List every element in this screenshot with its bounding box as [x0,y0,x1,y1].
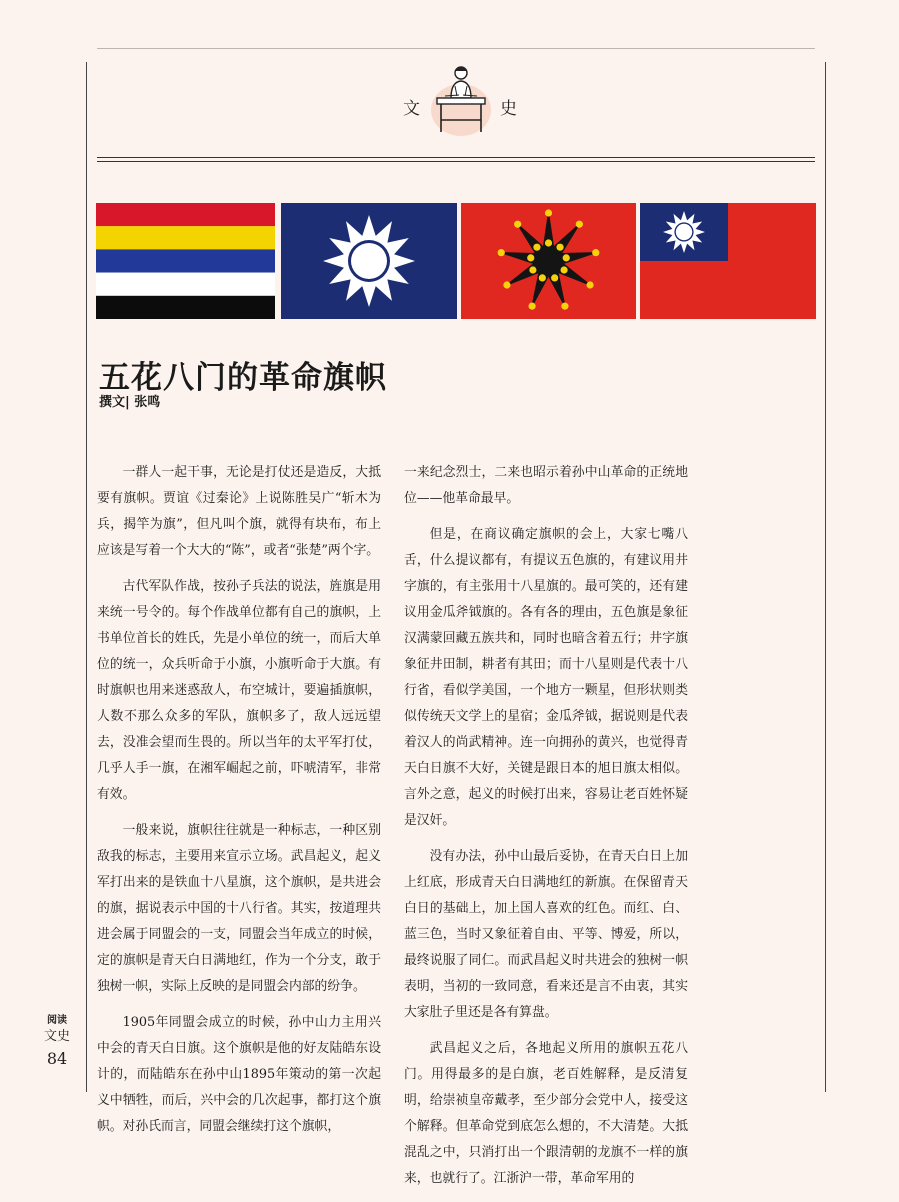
star-dot [592,249,599,256]
star-dot [503,281,510,288]
star-dot [529,266,536,273]
paragraph: 武昌起义之后，各地起义所用的旗帜五花八门。用得最多的是白旗，老百姓解释，是反清复明，给崇祯皇帝戴孝，至少部分会党中人，接受这个解释。但革命党到底怎么想的，不大清楚。大抵混乱之中，只消打出一个跟清朝的龙旗不一样的旗来，也就行了。江浙沪一带，革命军用的 [404,1041,688,1186]
paragraph: 1905年同盟会成立的时候，孙中山力主用兴中会的青天白日旗。这个旗帜是他的好友陆皓东设计的，而陆皓东在孙中山1895年策动的第一次起义中牺牲，而后，兴中会的几次起事，都打这个旗帜。对孙氏而言，同盟会继续打这个旗帜， [97,1015,381,1134]
folio-section: 文史 [44,1029,71,1044]
star-dot [551,274,558,281]
paragraph: 但是，在商议确定旗帜的会上，大家七嘴八舌，什么提议都有，有提议五色旗的，有建议用井字旗的，有主张用十八星旗的。最可笑的，还有建议用金瓜斧钺旗的。各有各的理由，五色旗是象征汉满蒙回藏五族共和，同时也暗含着五行；井字旗象征井田制，耕者有其田；而十八星则是代表十八行省，看似学美国，一个地方一颗星，但形状则类似传统天文学上的星宿；金瓜斧钺，据说则是代表着汉人的尚武精神。连一向拥孙的黄兴，也觉得青天白日旗不大好，关键是跟日本的旭日旗太相似。言外之意，起义的时候打出来，容易让老百姓怀疑是汉奸。 [404,527,688,828]
paragraph: 古代军队作战，按孙子兵法的说法，旌旗是用来统一号令的。每个作战单位都有自己的旗帜，上书单位首长的姓氏，先是小单位的统一，而后大单位的统一，众兵听命于小旗，小旗听命于大旗。有时旗帜也用来迷惑敌人，布空城计，要遍插旗帜，人数不那么众多的军队，旗帜多了，敌人远远望去，没准会望而生畏的。所以当年的太平军打仗，几乎人手一旗，在湘军崛起之前，吓唬清军，非常有效。 [97,579,381,802]
star-dot [545,209,552,216]
star-dot [527,254,534,261]
left-border-rule [86,62,87,1092]
top-rule [97,48,815,49]
right-border-rule [825,62,826,1092]
star-dot [576,221,583,228]
star-dot [498,249,505,256]
star-dot [556,244,563,251]
paragraph: 一般来说，旗帜往往就是一种标志，一种区别敌我的标志，主要用来宣示立场。武昌起义，起义军打出来的是铁血十八星旗，这个旗帜，是共进会的旗，据说表示中国的十八行省。其实，按道理共进会属于同盟会的一支，同盟会当年成立的时候，定的旗帜是青天白日满地红，作为一个分支，敢于独树一帜，实际上反映的是同盟会内部的纷争。 [97,823,381,994]
section-label-left: 文 [403,99,422,119]
star-dot [514,221,521,228]
article-byline: 撰文| 张鸣 [99,395,161,410]
paragraph: 没有办法，孙中山最后妥协，在青天白日上加上红底，形成青天白日满地红的新旗。在保留青天白日的基础上，加上国人喜欢的红色。而红、白、蓝三色，当时又象征着自由、平等、博爱，所以，最终说服了同仁。而武昌起义时共进会的独树一帜表明，当初的一致同意，看来还是言不由衷，其实大家肚子里还是各有算盘。 [404,849,688,1020]
star-dot [545,239,552,246]
iron-blood-eighteen-star-flag [461,203,636,319]
text-column-left [97,460,381,1150]
blue-sky-white-sun-flag [281,203,457,319]
star-dot [533,244,540,251]
section-label-right: 史 [500,99,519,119]
star-dot [528,303,535,310]
sun-disc [676,224,692,240]
star-dot [539,274,546,281]
text-column-right [404,460,688,1202]
star-dot [563,254,570,261]
sun-disc [351,243,387,279]
page-number: 84 [46,1049,68,1068]
header-double-rule-bottom [97,161,815,162]
paragraph: 一来纪念烈士，二来也昭示着孙中山革命的正统地位——他革命最早。 [404,465,688,506]
star-dot [586,281,593,288]
five-color-flag [96,203,275,319]
page-folio [44,1015,70,1068]
publication-name: 阅读 [47,1015,67,1026]
scholar-writing-icon [429,62,493,138]
article-title: 五花八门的革命旗帜 [99,360,387,396]
blue-sky-white-sun-red-earth-flag [640,203,816,319]
section-header [97,60,815,150]
star-dot [561,303,568,310]
paragraph: 一群人一起干事，无论是打仗还是造反，大抵要有旗帜。贾谊《过秦论》上说陈胜吴广“斩木为兵，揭竿为旗”，但凡叫个旗，就得有块布，布上应该是写着一个大大的“陈”，或者“张楚”两个字。 [97,465,381,558]
header-double-rule-top [97,157,815,158]
star-dot [560,266,567,273]
